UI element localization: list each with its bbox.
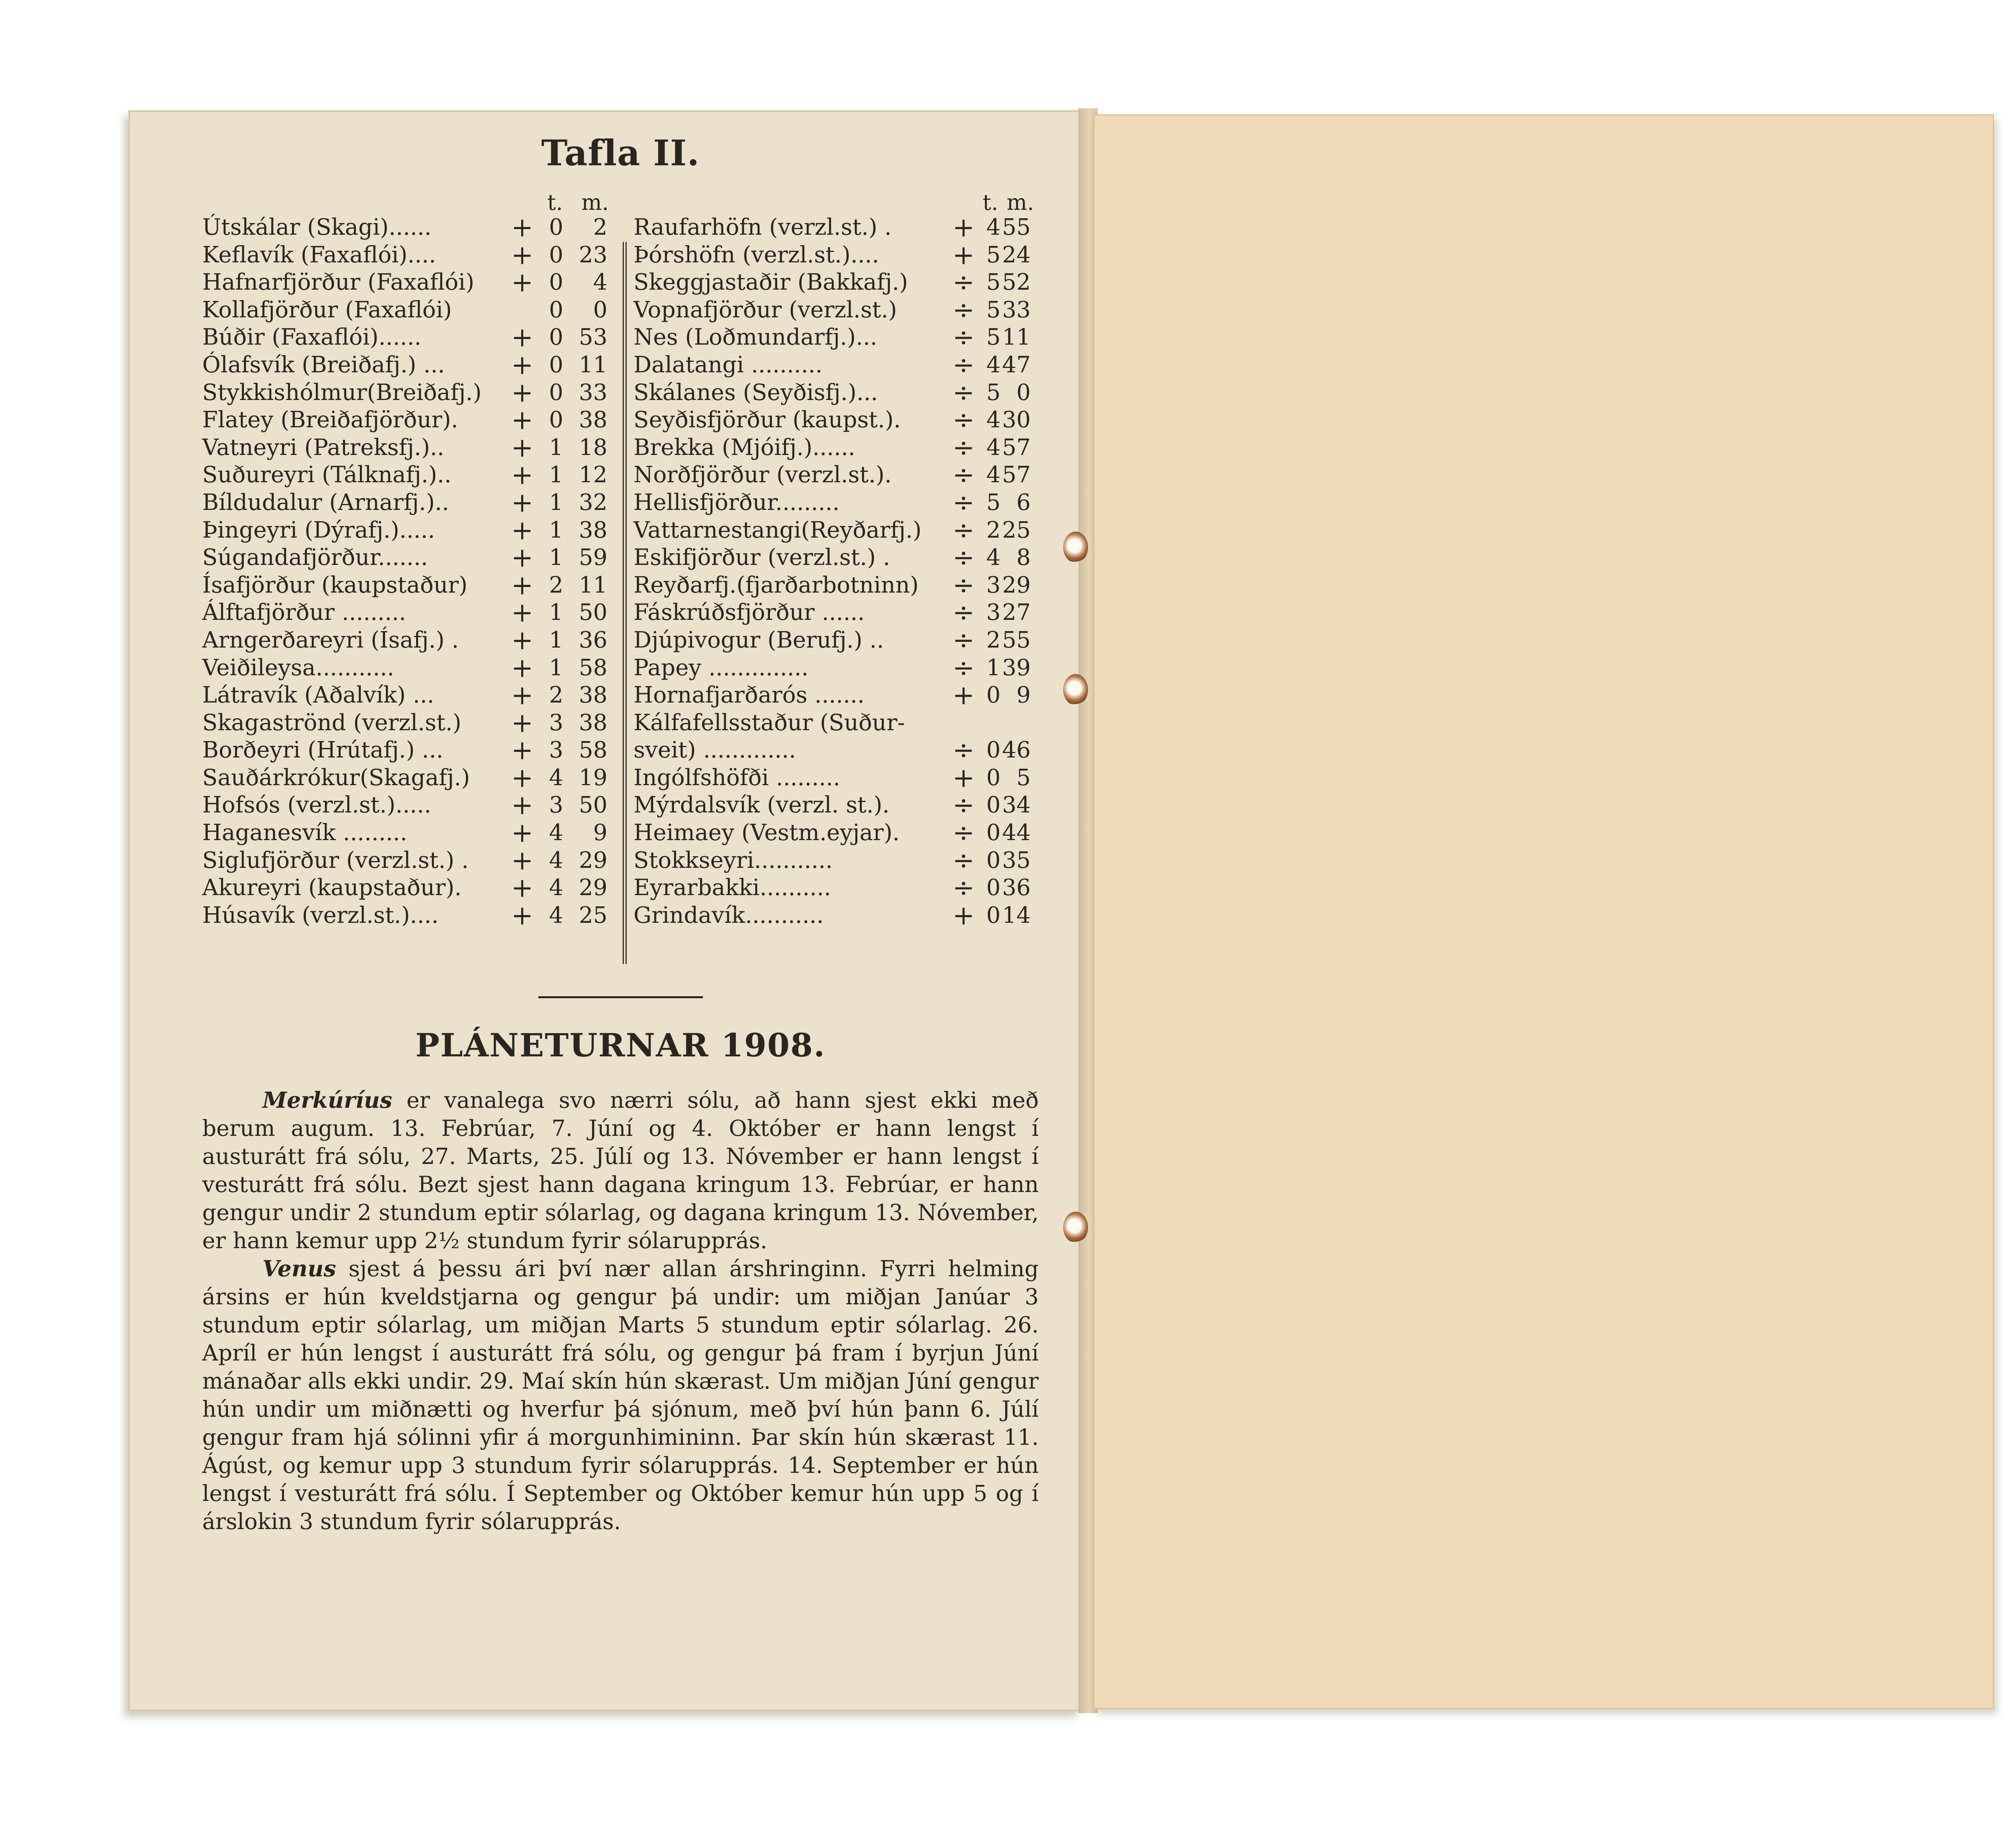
table-row: [202, 847, 627, 875]
hours-value: 3: [986, 599, 1001, 626]
minutes-value: 12: [579, 462, 607, 488]
hours-value: 0: [986, 847, 1001, 873]
hours-value: 0: [549, 351, 563, 378]
table-row: [202, 902, 627, 930]
hours-value: 4: [549, 764, 563, 791]
table-row: [202, 764, 627, 792]
table-row: [202, 296, 627, 324]
hours-value: 0: [986, 875, 1001, 901]
minutes-value: 18: [579, 434, 607, 461]
time-sign: +: [511, 322, 534, 353]
hours-value: 0: [549, 379, 563, 406]
place-name: Álftafjörður .........: [202, 599, 406, 626]
minutes-value: 5: [1016, 764, 1031, 791]
place-name: Borðeyri (Hrútafj.) ...: [202, 737, 443, 764]
hours-value: 3: [986, 572, 1001, 598]
time-sign: ÷: [952, 735, 975, 766]
time-sign: ÷: [952, 322, 975, 353]
hours-value: 0: [986, 820, 1001, 846]
time-sign: +: [511, 900, 534, 931]
left-rows: [202, 214, 627, 929]
minutes-value: 29: [1002, 572, 1031, 598]
place-name: Súgandafjörður.......: [202, 544, 428, 571]
hours-value: 1: [549, 489, 563, 516]
minutes-value: 6: [1016, 489, 1031, 516]
minutes-value: 9: [1016, 682, 1031, 709]
place-name: Látravík (Aðalvík) ...: [202, 682, 434, 709]
hours-value: 2: [549, 682, 563, 709]
minutes-value: 35: [1002, 847, 1031, 873]
place-name: Eyrarbakki..........: [633, 875, 831, 901]
hours-value: 2: [986, 627, 1001, 653]
table-row: [633, 654, 1039, 682]
hours-value: 0: [986, 902, 1001, 928]
place-name: Siglufjörður (verzl.st.) .: [202, 847, 469, 873]
table-row: [633, 819, 1039, 847]
time-sign: +: [952, 239, 975, 270]
time-sign: ÷: [952, 790, 975, 821]
table-row: [202, 269, 627, 296]
place-name: Raufarhöfn (verzl.st.) .: [633, 214, 892, 240]
paragraph-venus: [202, 1255, 1039, 1535]
paragraph-lead: Merkúríus: [262, 1087, 392, 1113]
unit-m: m.: [581, 190, 609, 215]
hours-value: 3: [549, 737, 563, 764]
place-name: Hellisfjörður.........: [633, 489, 840, 516]
hours-value: 4: [986, 214, 1001, 240]
time-sign: ÷: [952, 652, 975, 683]
minutes-value: 36: [579, 627, 607, 653]
table-row: [633, 489, 1039, 517]
unit-m: m.: [1007, 190, 1034, 215]
table-row: [202, 514, 627, 546]
minutes-value: 38: [579, 709, 607, 736]
time-sign: +: [511, 432, 534, 463]
time-sign: ÷: [952, 845, 975, 876]
place-name: Arngerðareyri (Ísafj.) .: [202, 627, 459, 653]
place-name: Skálanes (Seyðisfj.)...: [633, 379, 878, 406]
hours-value: 5: [986, 269, 1001, 296]
hours-value: 5: [986, 324, 1001, 351]
place-name: Ingólfshöfði .........: [633, 764, 841, 791]
time-sign: +: [511, 652, 534, 683]
time-sign: +: [511, 790, 534, 821]
minutes-value: 52: [1002, 269, 1031, 296]
time-sign: +: [511, 817, 534, 849]
place-name: Vopnafjörður (verzl.st.): [633, 296, 897, 323]
place-name: Þingeyri (Dýrafj.).....: [202, 517, 435, 543]
place-name: Dalatangi ..........: [633, 351, 823, 378]
table-row: [633, 324, 1039, 351]
hours-value: 1: [986, 654, 1001, 681]
minutes-value: 30: [1002, 407, 1031, 433]
unit-t: t.: [983, 190, 998, 215]
table-row: [633, 296, 1039, 324]
minutes-value: 11: [1002, 324, 1031, 351]
time-sign: +: [511, 239, 534, 270]
unit-t: t.: [547, 190, 563, 215]
table-row: [202, 461, 627, 489]
table-row: [633, 624, 1039, 656]
hours-value: 4: [549, 820, 563, 846]
section-title: PLÁNETURNAR 1908.: [415, 1026, 826, 1064]
table-row: [202, 792, 627, 819]
time-sign: +: [511, 569, 534, 601]
table-row: [633, 351, 1039, 379]
hours-value: 0: [549, 214, 563, 240]
hours-value: 0: [549, 269, 563, 296]
time-sign: +: [511, 542, 534, 573]
place-name: Haganesvík .........: [202, 820, 407, 846]
place-name: Suðureyri (Tálknafj.)..: [202, 462, 452, 488]
table-row: [202, 624, 627, 656]
table-title: Tafla II.: [541, 132, 700, 174]
table-row: [633, 269, 1039, 296]
hours-value: 0: [986, 682, 1001, 709]
hours-value: 2: [986, 517, 1001, 543]
place-name: Keflavík (Faxaflói)....: [202, 242, 436, 268]
time-sign: +: [511, 404, 534, 436]
table-row: [633, 709, 1039, 737]
place-name: Eskifjörður (verzl.st.) .: [633, 544, 890, 571]
time-sign: +: [952, 212, 975, 243]
minutes-value: 32: [579, 489, 607, 516]
minutes-value: 0: [593, 296, 607, 323]
table-row: [633, 847, 1039, 875]
table-row: [202, 709, 627, 737]
right-page-blank: [1093, 114, 1994, 1709]
place-name: Nes (Loðmundarfj.)...: [633, 324, 877, 351]
table-row: [202, 569, 627, 601]
place-name: Flatey (Breiðafjörður).: [202, 407, 458, 433]
minutes-value: 33: [1002, 296, 1031, 323]
table-row: [633, 792, 1039, 819]
binding-hole: [1063, 532, 1088, 563]
minutes-value: 25: [1002, 517, 1031, 543]
place-name: Grindavík...........: [633, 902, 824, 928]
hours-value: 0: [549, 296, 563, 323]
table-row: [202, 682, 627, 709]
hours-value: 0: [986, 792, 1001, 818]
minutes-value: 58: [579, 737, 607, 764]
minutes-value: 33: [579, 379, 607, 406]
hours-value: 4: [986, 407, 1001, 433]
place-name: Hofsós (verzl.st.).....: [202, 792, 431, 818]
table-row: [633, 902, 1039, 930]
minutes-value: 29: [579, 847, 607, 873]
hours-value: 1: [549, 462, 563, 488]
place-name: Bíldudalur (Arnarfj.)..: [202, 489, 449, 516]
place-name: Djúpivogur (Berufj.) ..: [633, 627, 884, 653]
table-column-right: [633, 182, 1039, 929]
minutes-value: 38: [579, 517, 607, 543]
place-name: Húsavík (verzl.st.)....: [202, 902, 439, 928]
minutes-value: 34: [1002, 792, 1031, 818]
left-page: [128, 110, 1081, 1711]
time-sign: +: [511, 597, 534, 628]
table-row: [633, 874, 1039, 902]
binding-hole: [1063, 674, 1088, 705]
minutes-value: 55: [1002, 214, 1031, 240]
hours-value: 4: [986, 544, 1001, 571]
table-row: [202, 379, 627, 407]
minutes-value: 25: [579, 902, 607, 928]
minutes-value: 11: [579, 572, 607, 598]
hours-value: 1: [549, 517, 563, 543]
hours-value: 1: [549, 599, 563, 626]
hours-value: 4: [986, 462, 1001, 488]
minutes-value: 36: [1002, 875, 1031, 901]
paragraph-lead: Venus: [262, 1255, 336, 1281]
time-sign: +: [511, 514, 534, 546]
hours-value: 1: [549, 434, 563, 461]
time-sign: ÷: [952, 267, 975, 298]
minutes-value: 46: [1002, 737, 1031, 764]
table-row: [202, 406, 627, 434]
hours-value: 5: [986, 379, 1001, 406]
time-sign: +: [511, 845, 534, 876]
minutes-value: 59: [579, 544, 607, 571]
place-name: Hafnarfjörður (Faxaflói): [202, 269, 475, 296]
table-row: [202, 351, 627, 379]
table-row: [202, 324, 627, 351]
minutes-value: 58: [579, 654, 607, 681]
place-name: Sauðárkrókur(Skagafj.): [202, 764, 470, 791]
place-name: Ísafjörður (kaupstaður): [202, 572, 468, 598]
minutes-value: 9: [593, 820, 607, 846]
hours-value: 0: [549, 242, 563, 268]
table-row: [202, 874, 627, 902]
minutes-value: 57: [1002, 434, 1031, 461]
minutes-value: 14: [1002, 902, 1031, 928]
time-sign: +: [511, 459, 534, 491]
table-row: [633, 514, 1039, 546]
time-sign: +: [511, 377, 534, 408]
place-name: Þórshöfn (verzl.st.)....: [633, 242, 879, 268]
time-sign: ÷: [952, 569, 975, 601]
hours-value: 4: [986, 351, 1001, 378]
time-sign: ÷: [952, 377, 975, 408]
table-row: [202, 544, 627, 572]
binding-hole: [1063, 1212, 1088, 1243]
place-name: Ólafsvík (Breiðafj.) ...: [202, 351, 445, 378]
place-name: Akureyri (kaupstaður).: [202, 875, 462, 901]
hours-value: 3: [549, 709, 563, 736]
hours-value: 4: [549, 902, 563, 928]
minutes-value: 38: [579, 682, 607, 709]
place-name: Vatneyri (Patreksfj.)..: [202, 434, 445, 461]
time-sign: +: [952, 762, 975, 793]
table-row: [633, 569, 1039, 601]
unit-header-left: [202, 182, 627, 214]
place-name: Búðir (Faxaflói)......: [202, 324, 422, 351]
table-row: [633, 461, 1039, 489]
minutes-value: 27: [1002, 599, 1031, 626]
time-sign: +: [952, 900, 975, 931]
place-name: Kálfafellsstaður (Suður-: [633, 709, 905, 736]
hours-value: 0: [986, 764, 1001, 791]
table-row: [202, 239, 627, 270]
table-row: [202, 737, 627, 764]
section-divider: [538, 996, 703, 998]
place-name: Skagaströnd (verzl.st.): [202, 709, 461, 736]
table-row: [202, 434, 627, 462]
place-name: Vattarnestangi(Reyðarfj.): [633, 517, 922, 543]
time-sign: ÷: [952, 349, 975, 380]
table-row: [633, 239, 1039, 270]
minutes-value: 23: [579, 242, 607, 268]
time-sign: ÷: [952, 817, 975, 849]
time-sign: ÷: [952, 624, 975, 656]
place-name: sveit) .............: [633, 737, 796, 764]
unit-header-right: [633, 182, 1039, 214]
time-sign: ÷: [952, 487, 975, 518]
minutes-value: 39: [1002, 654, 1031, 681]
place-name: Seyðisfjörður (kaupst.).: [633, 407, 901, 433]
hours-value: 1: [549, 654, 563, 681]
left-page-content: [202, 124, 1039, 1535]
place-name: Norðfjörður (verzl.st.).: [633, 462, 892, 488]
hours-value: 0: [549, 407, 563, 433]
place-name: Skeggjastaðir (Bakkafj.): [633, 269, 908, 296]
minutes-value: 57: [1002, 462, 1031, 488]
time-sign: +: [511, 762, 534, 793]
table-row: [633, 406, 1039, 434]
place-name: Heimaey (Vestm.eyjar).: [633, 820, 900, 846]
hours-value: 2: [549, 572, 563, 598]
table-row: [202, 819, 627, 847]
minutes-value: 55: [1002, 627, 1031, 653]
place-name: Útskálar (Skagi)......: [202, 214, 432, 240]
place-name: Papey ..............: [633, 654, 809, 681]
minutes-value: 50: [579, 599, 607, 626]
table-row: [633, 544, 1039, 572]
table-row: [202, 599, 627, 627]
hours-value: 4: [549, 875, 563, 901]
time-sign: ÷: [952, 542, 975, 573]
time-sign: +: [511, 735, 534, 766]
time-sign: ÷: [952, 514, 975, 546]
hours-value: 4: [986, 434, 1001, 461]
minutes-value: 50: [579, 792, 607, 818]
time-sign: +: [952, 680, 975, 711]
paragraph-text: er vanalega svo nærri sólu, að hann sjest ekki með berum augum. 13. Febrúar, 7. Júní og 4. Október er hann lengst í austurátt frá sólu, 27. Marts, 25. Júlí og 13. Nóvember er hann lengst í vesturátt frá sólu. Bezt sjest hann dagana kringum 13. Febrúar, er hann gengur undir 2 stundum eptir sólarlag, og dagana kringum 13. Nóvember, er hann kemur upp 2½ stundum fyrir sólarupprás.: [202, 1087, 1039, 1253]
minutes-value: 47: [1002, 351, 1031, 378]
place-name: Kollafjörður (Faxaflói): [202, 296, 452, 323]
time-sign: ÷: [952, 404, 975, 436]
minutes-value: 4: [593, 269, 607, 296]
minutes-value: 29: [579, 875, 607, 901]
minutes-value: 24: [1002, 242, 1031, 268]
time-sign: +: [511, 349, 534, 380]
table-row: [633, 214, 1039, 242]
time-sign: ÷: [952, 872, 975, 904]
time-sign: ÷: [952, 597, 975, 628]
time-sign: ÷: [952, 459, 975, 491]
table-row: [633, 599, 1039, 627]
right-rows: [633, 214, 1039, 929]
hours-value: 0: [986, 737, 1001, 764]
minutes-value: 11: [579, 351, 607, 378]
table-row: [633, 737, 1039, 764]
minutes-value: 8: [1016, 544, 1031, 571]
time-sign: +: [511, 707, 534, 738]
table-row: [633, 682, 1039, 709]
table-row: [202, 214, 627, 242]
place-name: Fáskrúðsfjörður ......: [633, 599, 865, 626]
time-sign: +: [511, 680, 534, 711]
paragraph-merkurius: [202, 1086, 1039, 1255]
hours-value: 5: [986, 489, 1001, 516]
place-name: Brekka (Mjóifj.)......: [633, 434, 855, 461]
table-row: [633, 764, 1039, 792]
hours-value: 1: [549, 544, 563, 571]
table-row: [202, 654, 627, 682]
time-sign: +: [511, 872, 534, 904]
hours-value: 4: [549, 847, 563, 873]
minutes-value: 2: [593, 214, 607, 240]
time-sign: +: [511, 267, 534, 298]
time-difference-table: [202, 182, 1039, 968]
table-row: [202, 489, 627, 517]
table-row: [633, 434, 1039, 462]
hours-value: 1: [549, 627, 563, 653]
place-name: Reyðarfj.(fjarðarbotninn): [633, 572, 919, 598]
table-column-left: [202, 182, 627, 929]
place-name: Veiðileysa...........: [202, 654, 394, 681]
paragraph-text: sjest á þessu ári því nær allan árshringinn. Fyrri helming ársins er hún kveldstjarna og gengur þá undir: um miðjan Janúar 3 stundum eptir sólarlag, um miðjan Marts 5 stundum eptir sólarlag. 26. Apríl er hún lengst í austurátt frá sólu, og gengur þá fram í byrjun Júní mánaðar alls ekki undir. 29. Maí skín hún skærast. Um miðjan Júní gengur hún undir um miðnætti og hverfur þá sjónum, með því hún þann 6. Júlí gengur fram hjá sólinni yfir á morgunhimininn. Þar skín hún skærast 11. Ágúst, og kemur upp 3 stundum fyrir sólarupprás. 14. September er hún lengst í vesturátt frá sólu. Í September og Október kemur hún upp 5 og í árslokin 3 stundum fyrir sólarupprás.: [202, 1256, 1039, 1534]
minutes-value: 19: [579, 764, 607, 791]
time-sign: ÷: [952, 294, 975, 325]
place-name: Mýrdalsvík (verzl. st.).: [633, 792, 890, 818]
time-sign: ÷: [952, 432, 975, 463]
time-sign: +: [511, 212, 534, 243]
hours-value: 0: [549, 324, 563, 351]
minutes-value: 44: [1002, 820, 1031, 846]
place-name: Stykkishólmur(Breiðafj.): [202, 379, 482, 406]
hours-value: 5: [986, 242, 1001, 268]
time-sign: +: [511, 624, 534, 656]
minutes-value: 38: [579, 407, 607, 433]
time-sign: +: [511, 487, 534, 518]
table-row: [633, 379, 1039, 407]
minutes-value: 53: [579, 324, 607, 351]
hours-value: 5: [986, 296, 1001, 323]
hours-value: 3: [549, 792, 563, 818]
place-name: Hornafjarðarós .......: [633, 682, 865, 709]
place-name: Stokkseyri...........: [633, 847, 833, 873]
minutes-value: 0: [1016, 379, 1031, 406]
